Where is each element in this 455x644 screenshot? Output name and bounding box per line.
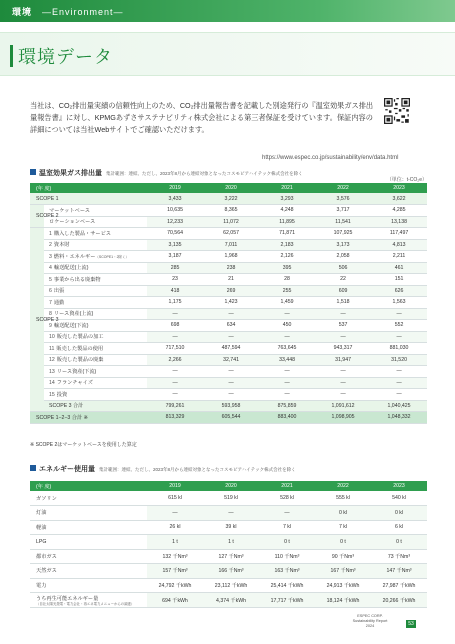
value-cell: —: [315, 377, 371, 389]
year-header-label: (年 度): [30, 183, 147, 193]
energy-source-label: 電力: [36, 582, 47, 589]
value-cell: 0 t: [371, 535, 427, 550]
scope2-category-label: SCOPE 2: [30, 205, 44, 228]
section-label-en: —Environment—: [42, 7, 124, 17]
value-cell: 506: [315, 262, 371, 274]
scope3-sub-label: [44, 366, 147, 378]
value-cell: —: [203, 506, 259, 521]
value-cell: —: [203, 331, 259, 343]
value-cell: 238: [203, 262, 259, 274]
value-cell: 528 kl: [259, 491, 315, 506]
energy-label-cell: [30, 578, 147, 593]
value-cell: 0 t: [315, 535, 371, 550]
value-cell: 70,564: [147, 228, 203, 240]
energy-label-cell: [30, 535, 147, 550]
page-number: 53: [406, 620, 416, 628]
value-cell: 285: [147, 262, 203, 274]
value-cell: —: [259, 506, 315, 521]
value-cell: 33,448: [259, 354, 315, 366]
value-cell: 3,293: [259, 193, 315, 205]
value-cell: 71,871: [259, 228, 315, 240]
value-cell: 157 千Nm³: [147, 564, 203, 579]
category-label: フランチャイズ: [56, 380, 93, 387]
category-label: 通勤: [53, 299, 65, 306]
page-title-bar: [0, 32, 455, 76]
value-cell: 1,091,612: [315, 400, 371, 412]
value-cell: 4,248: [259, 205, 315, 217]
value-cell: 24,913 千kWh: [315, 578, 371, 593]
value-cell: —: [147, 506, 203, 521]
section-header-bar: [0, 0, 455, 22]
scope3-sub-label: [44, 354, 147, 366]
scope3-category-row: [30, 251, 427, 263]
value-cell: —: [259, 308, 315, 320]
category-number: 6: [49, 288, 52, 295]
category-label: 事業から出る廃棄物: [53, 276, 101, 283]
scope3-category-row: [30, 308, 427, 320]
value-cell: 605,544: [203, 412, 259, 424]
energy-section-heading: [30, 464, 296, 474]
value-cell: 110 千Nm³: [259, 549, 315, 564]
category-number: 7: [49, 299, 52, 306]
scope3-category-row: [30, 377, 427, 389]
category-label: リース資産(上流): [53, 311, 94, 318]
ghg-emissions-table: [30, 183, 427, 424]
year-header: 2022: [315, 183, 371, 193]
category-number: 8: [49, 311, 52, 318]
value-cell: 537: [315, 320, 371, 332]
year-header-label: (年 度): [30, 481, 147, 491]
value-cell: 4,813: [371, 239, 427, 251]
value-cell: 634: [203, 320, 259, 332]
value-cell: 883,400: [259, 412, 315, 424]
value-cell: 13,138: [371, 216, 427, 228]
scope3-total-row: [30, 400, 427, 412]
scope3-category-row: [30, 354, 427, 366]
value-cell: 11,072: [203, 216, 259, 228]
energy-row: [30, 564, 427, 579]
scope3-sub-label: [44, 377, 147, 389]
energy-label-cell: [30, 506, 147, 521]
category-number: 2: [49, 242, 52, 249]
category-number: 9: [49, 322, 52, 329]
value-cell: 31,947: [315, 354, 371, 366]
value-cell: 62,057: [203, 228, 259, 240]
year-header: 2023: [371, 183, 427, 193]
category-label: 販売した製品の廃棄: [56, 357, 104, 364]
energy-source-label: 灯油: [36, 510, 47, 517]
energy-source-label: 軽油: [36, 524, 47, 531]
category-number: 13: [49, 368, 55, 375]
value-cell: 519 kl: [203, 491, 259, 506]
year-header: 2021: [259, 481, 315, 491]
scope2-sub-label: ロケーションベース: [44, 216, 147, 228]
value-cell: 21: [203, 274, 259, 286]
year-header: 2019: [147, 481, 203, 491]
scope3-category-row: [30, 285, 427, 297]
value-cell: 418: [147, 285, 203, 297]
value-cell: 12,233: [147, 216, 203, 228]
value-cell: 17,717 千kWh: [259, 593, 315, 608]
category-label: 購入した製品・サービス: [53, 230, 111, 237]
value-cell: 593,958: [203, 400, 259, 412]
value-cell: 1,563: [371, 297, 427, 309]
value-cell: —: [315, 308, 371, 320]
value-cell: 3,717: [315, 205, 371, 217]
category-label: 資本財: [53, 242, 70, 249]
energy-label-cell: [30, 549, 147, 564]
value-cell: 552: [371, 320, 427, 332]
energy-source-label: うち再生可能エネルギー量: [36, 595, 99, 602]
value-cell: 132 千Nm³: [147, 549, 203, 564]
scope3-category-label: SCOPE 3: [30, 228, 44, 412]
value-cell: 23: [147, 274, 203, 286]
ghg-section-heading: [30, 168, 303, 178]
value-cell: 26 kl: [147, 520, 203, 535]
category-number: 15: [49, 391, 55, 398]
value-cell: —: [147, 366, 203, 378]
category-number: 4: [49, 265, 52, 272]
value-cell: —: [259, 389, 315, 401]
scope3-category-row: [30, 262, 427, 274]
energy-usage-table: [30, 481, 427, 608]
value-cell: 10,635: [147, 205, 203, 217]
value-cell: —: [259, 366, 315, 378]
value-cell: 799,261: [147, 400, 203, 412]
category-number: 10: [49, 334, 55, 341]
value-cell: 1,040,425: [371, 400, 427, 412]
value-cell: 31,520: [371, 354, 427, 366]
value-cell: 25,414 千kWh: [259, 578, 315, 593]
value-cell: —: [203, 377, 259, 389]
value-cell: —: [371, 389, 427, 401]
value-cell: 32,741: [203, 354, 259, 366]
year-header: 2023: [371, 481, 427, 491]
footer-company: ESPEC CORP.: [357, 614, 383, 618]
value-cell: 717,510: [147, 343, 203, 355]
value-cell: 813,329: [147, 412, 203, 424]
year-header: 2019: [147, 183, 203, 193]
value-cell: 22: [315, 274, 371, 286]
ghg-unit-label: （単位：t-CO₂e）: [386, 177, 427, 183]
category-note: （SCOPE1・2除く）: [95, 254, 130, 259]
value-cell: 943,317: [315, 343, 371, 355]
energy-row: [30, 535, 427, 550]
value-cell: 166 千Nm³: [203, 564, 259, 579]
scope1-row: [30, 193, 427, 205]
energy-row: [30, 506, 427, 521]
value-cell: 11,541: [315, 216, 371, 228]
value-cell: 3,622: [371, 193, 427, 205]
energy-row: [30, 491, 427, 506]
category-number: 11: [49, 345, 55, 352]
category-label: 燃料・エネルギー: [53, 253, 96, 260]
scope3-category-row: [30, 343, 427, 355]
value-cell: —: [371, 331, 427, 343]
value-cell: —: [371, 377, 427, 389]
value-cell: 90 千Nm³: [315, 549, 371, 564]
scope3-category-row: [30, 297, 427, 309]
footer-year: 2024: [365, 624, 375, 628]
scope3-category-row: [30, 366, 427, 378]
category-label: 輸送配送(下流): [53, 322, 89, 329]
energy-scope-note: 集計範囲：連結。ただし、2023年8月から連結対象となったコスモピアハイテック株式会社を除く: [99, 467, 296, 472]
page-title: 環境データ: [18, 47, 113, 67]
value-cell: 39 kl: [203, 520, 259, 535]
category-number: 5: [49, 276, 52, 283]
value-cell: 3,433: [147, 193, 203, 205]
value-cell: 73 千Nm³: [371, 549, 427, 564]
value-cell: —: [315, 366, 371, 378]
value-cell: 2,058: [315, 251, 371, 263]
category-label: 販売した製品の加工: [56, 334, 104, 341]
report-footer: [340, 614, 400, 629]
year-header: 2021: [259, 183, 315, 193]
scope3-category-row: [30, 274, 427, 286]
energy-source-note: （自社太陽光発電・電力会社・再エネ電力メニューからの調達）: [36, 601, 135, 606]
value-cell: 3,135: [147, 239, 203, 251]
category-number: 12: [49, 357, 55, 364]
ghg-heading-text: 温室効果ガス排出量: [39, 170, 102, 177]
value-cell: —: [315, 331, 371, 343]
energy-row: [30, 593, 427, 608]
scope3-sub-label: [44, 320, 147, 332]
category-label: 輸送配送(上流): [53, 265, 89, 272]
scope2-sub-label: マーケットベース: [44, 205, 147, 217]
value-cell: —: [147, 308, 203, 320]
year-header: 2020: [203, 481, 259, 491]
category-number: 3: [49, 253, 52, 260]
value-cell: 763,645: [259, 343, 315, 355]
value-cell: 450: [259, 320, 315, 332]
energy-source-label: ガソリン: [36, 495, 57, 502]
scope3-category-row: [30, 331, 427, 343]
grand-total-row: [30, 412, 427, 424]
footer-report-name: Sustainability Report: [352, 619, 388, 623]
value-cell: 1 t: [203, 535, 259, 550]
value-cell: 609: [315, 285, 371, 297]
value-cell: 881,030: [371, 343, 427, 355]
category-label: 販売した製品の使用: [56, 345, 104, 352]
section-label-jp: 環境: [12, 7, 33, 17]
scope3-sub-label: [44, 331, 147, 343]
energy-label-cell: [30, 593, 147, 608]
value-cell: 626: [371, 285, 427, 297]
value-cell: 7,011: [203, 239, 259, 251]
value-cell: —: [259, 377, 315, 389]
value-cell: 4,374 千kWh: [203, 593, 259, 608]
value-cell: 0 t: [259, 535, 315, 550]
value-cell: 151: [371, 274, 427, 286]
value-cell: 2,126: [259, 251, 315, 263]
value-cell: 7 kl: [315, 520, 371, 535]
value-cell: 540 kl: [371, 491, 427, 506]
category-number: 14: [49, 380, 55, 387]
energy-label-cell: [30, 564, 147, 579]
energy-source-label: 天然ガス: [36, 568, 57, 575]
value-cell: 4,285: [371, 205, 427, 217]
value-cell: 1,459: [259, 297, 315, 309]
value-cell: —: [147, 377, 203, 389]
value-cell: —: [259, 331, 315, 343]
value-cell: 167 千Nm³: [315, 564, 371, 579]
energy-source-label: LPG: [36, 538, 47, 545]
value-cell: 107,925: [315, 228, 371, 240]
value-cell: 875,859: [259, 400, 315, 412]
value-cell: 1,175: [147, 297, 203, 309]
value-cell: 1,098,905: [315, 412, 371, 424]
value-cell: 3,576: [315, 193, 371, 205]
value-cell: 23,112 千kWh: [203, 578, 259, 593]
scope3-sub-label: [44, 308, 147, 320]
value-cell: 3,222: [203, 193, 259, 205]
value-cell: —: [203, 389, 259, 401]
value-cell: —: [371, 308, 427, 320]
value-cell: 147 千Nm³: [371, 564, 427, 579]
category-number: 1: [49, 230, 52, 237]
value-cell: 694 千kWh: [147, 593, 203, 608]
value-cell: 117,497: [371, 228, 427, 240]
value-cell: 487,594: [203, 343, 259, 355]
value-cell: 3,187: [147, 251, 203, 263]
ghg-header-row: [30, 183, 427, 193]
scope3-sub-label: [44, 285, 147, 297]
value-cell: 11,895: [259, 216, 315, 228]
energy-label-cell: [30, 491, 147, 506]
heading-square-icon: [30, 169, 36, 175]
scope3-category-row: [30, 320, 427, 332]
energy-label-cell: [30, 520, 147, 535]
value-cell: 2,266: [147, 354, 203, 366]
intro-paragraph: 当社は、CO₂排出量実績の信頼性向上のため、CO₂排出量報告書を記載した別途発行の『温室効果ガス排出量報告書』に対し、KPMGあずさサステナビリティ株式会社による第三者保証を受けています。保証内容の詳細については当社Webサイトでご確認いただけます。: [30, 101, 374, 134]
value-cell: 615 kl: [147, 491, 203, 506]
value-cell: 1,518: [315, 297, 371, 309]
value-cell: 7 kl: [259, 520, 315, 535]
value-cell: —: [315, 389, 371, 401]
value-cell: 395: [259, 262, 315, 274]
scope2-market-row: [30, 205, 427, 217]
value-cell: 6 kl: [371, 520, 427, 535]
section-label: [12, 5, 124, 18]
category-label: リース資産(下流): [56, 368, 97, 375]
value-cell: 3,173: [315, 239, 371, 251]
value-cell: 555 kl: [315, 491, 371, 506]
scope3-total-label: SCOPE 3 合計: [44, 400, 147, 412]
value-cell: 255: [259, 285, 315, 297]
value-cell: 2,211: [371, 251, 427, 263]
scope3-sub-label: [44, 239, 147, 251]
value-cell: 24,792 千kWh: [147, 578, 203, 593]
value-cell: 127 千Nm³: [203, 549, 259, 564]
scope3-category-row: [30, 239, 427, 251]
energy-header-row: [30, 481, 427, 491]
row-label: SCOPE 1: [30, 193, 147, 205]
scope3-sub-label: [44, 228, 147, 240]
scope3-category-row: [30, 389, 427, 401]
value-cell: 18,124 千kWh: [315, 593, 371, 608]
ghg-scope-note: 集計範囲：連結。ただし、2023年8月から連結対象となったコスモピアハイテック株式会社を除く: [106, 171, 303, 176]
heading-square-icon: [30, 465, 36, 471]
value-cell: 163 千Nm³: [259, 564, 315, 579]
energy-row: [30, 549, 427, 564]
category-label: 投資: [56, 391, 68, 398]
scope3-sub-label: [44, 262, 147, 274]
value-cell: 2,183: [259, 239, 315, 251]
value-cell: —: [371, 366, 427, 378]
energy-row: [30, 578, 427, 593]
value-cell: 1,423: [203, 297, 259, 309]
qr-code-icon[interactable]: [384, 98, 410, 124]
energy-source-label: 都市ガス: [36, 553, 57, 560]
scope3-category-row: [30, 228, 427, 240]
value-cell: —: [147, 331, 203, 343]
value-cell: 461: [371, 262, 427, 274]
energy-row: [30, 520, 427, 535]
value-cell: 20,266 千kWh: [371, 593, 427, 608]
value-cell: 0 kl: [315, 506, 371, 521]
scope3-sub-label: [44, 251, 147, 263]
value-cell: 28: [259, 274, 315, 286]
energy-heading-text: エネルギー使用量: [39, 466, 95, 473]
website-url-link[interactable]: https://www.espec.co.jp/sustainability/env/data.html: [262, 155, 399, 161]
scope3-sub-label: [44, 274, 147, 286]
ghg-footnote: ※ SCOPE 2はマーケットベースを使用した算定: [30, 442, 137, 448]
category-label: 出張: [53, 288, 65, 295]
grand-total-label: SCOPE 1−2−3 合計 ※: [30, 412, 147, 424]
value-cell: 1,048,332: [371, 412, 427, 424]
value-cell: 0 kl: [371, 506, 427, 521]
year-header: 2020: [203, 183, 259, 193]
value-cell: —: [203, 308, 259, 320]
value-cell: —: [203, 366, 259, 378]
title-accent-mark: [10, 45, 13, 67]
value-cell: 269: [203, 285, 259, 297]
scope3-sub-label: [44, 389, 147, 401]
scope2-location-row: [30, 216, 427, 228]
value-cell: 698: [147, 320, 203, 332]
value-cell: —: [147, 389, 203, 401]
value-cell: 1 t: [147, 535, 203, 550]
scope3-sub-label: [44, 343, 147, 355]
value-cell: 8,365: [203, 205, 259, 217]
year-header: 2022: [315, 481, 371, 491]
value-cell: 27,987 千kWh: [371, 578, 427, 593]
scope3-sub-label: [44, 297, 147, 309]
value-cell: 1,968: [203, 251, 259, 263]
